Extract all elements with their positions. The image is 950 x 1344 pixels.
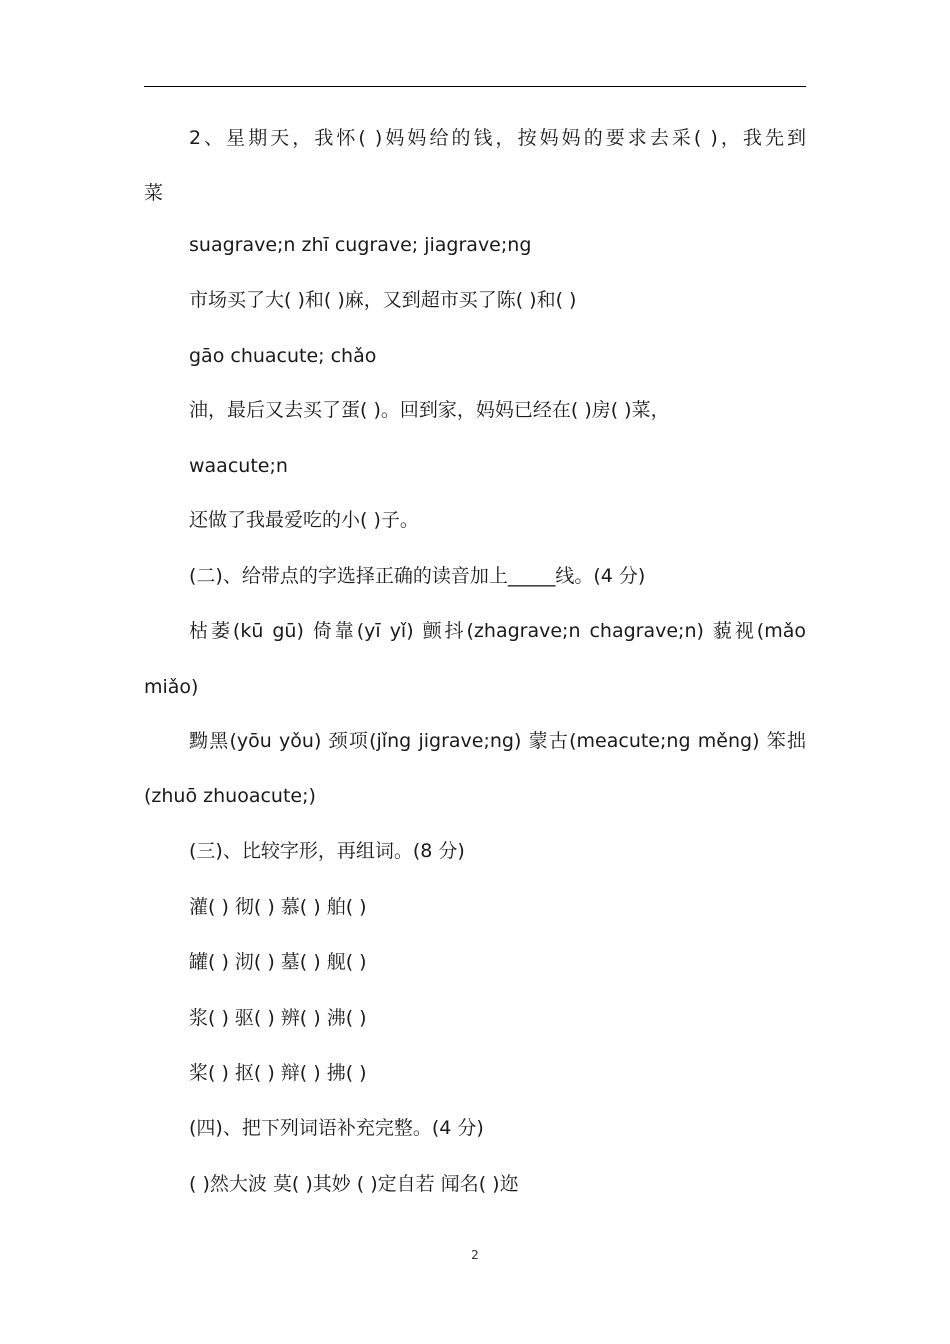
char-compare-row-1: 灌( ) 彻( ) 慕( ) 舶( ) — [189, 896, 367, 918]
pinyin-line-2: gāo chuacute; chǎo — [189, 345, 377, 367]
text-line-q2-part1: 2、星期天，我怀( )妈妈给的钱，按妈妈的要求去采( )，我先到 — [189, 127, 806, 149]
text-line-q2-part3: 市场买了大( )和( )麻，又到超市买了陈( )和( ) — [189, 289, 577, 311]
char-compare-row-4: 桨( ) 抠( ) 辩( ) 拂( ) — [189, 1062, 367, 1084]
idiom-completion-row: ( )然大波 莫( )其妙 ( )定自若 闻名( )迩 — [189, 1173, 519, 1195]
pronunciation-line-2: 黝黑(yōu yǒu) 颈项(jǐng jigrave;ng) 蒙古(meacute;ng měng) 笨拙 — [189, 730, 806, 752]
text-line-q2-part2: 菜 — [144, 182, 164, 204]
header-rule — [144, 86, 806, 87]
pronunciation-line-2-cont: (zhuō zhuoacute;) — [144, 785, 316, 807]
page-number: 2 — [471, 1248, 479, 1262]
pronunciation-line-1: 枯萎(kū gū) 倚靠(yī yǐ) 颤抖(zhagrave;n chagrave;n) 藐视(mǎo — [189, 620, 806, 642]
section-heading-4: (四)、把下列词语补充完整。(4 分) — [189, 1117, 484, 1139]
text-line-q2-part4: 油，最后又去买了蛋( )。回到家，妈妈已经在( )房( )菜， — [189, 399, 670, 421]
pronunciation-line-1-cont: miǎo) — [144, 676, 199, 698]
pinyin-line-3: waacute;n — [189, 455, 288, 477]
section-heading-2: (二)、给带点的字选择正确的读音加上_____线。(4 分) — [189, 565, 646, 587]
text-line-q2-part5: 还做了我最爱吃的小( )子。 — [189, 509, 419, 531]
char-compare-row-3: 浆( ) 驱( ) 辨( ) 沸( ) — [189, 1007, 367, 1029]
pinyin-line-1: suagrave;n zhī cugrave; jiagrave;ng — [189, 234, 532, 256]
char-compare-row-2: 罐( ) 沏( ) 墓( ) 舰( ) — [189, 951, 367, 973]
section-heading-3: (三)、比较字形，再组词。(8 分) — [189, 840, 465, 862]
